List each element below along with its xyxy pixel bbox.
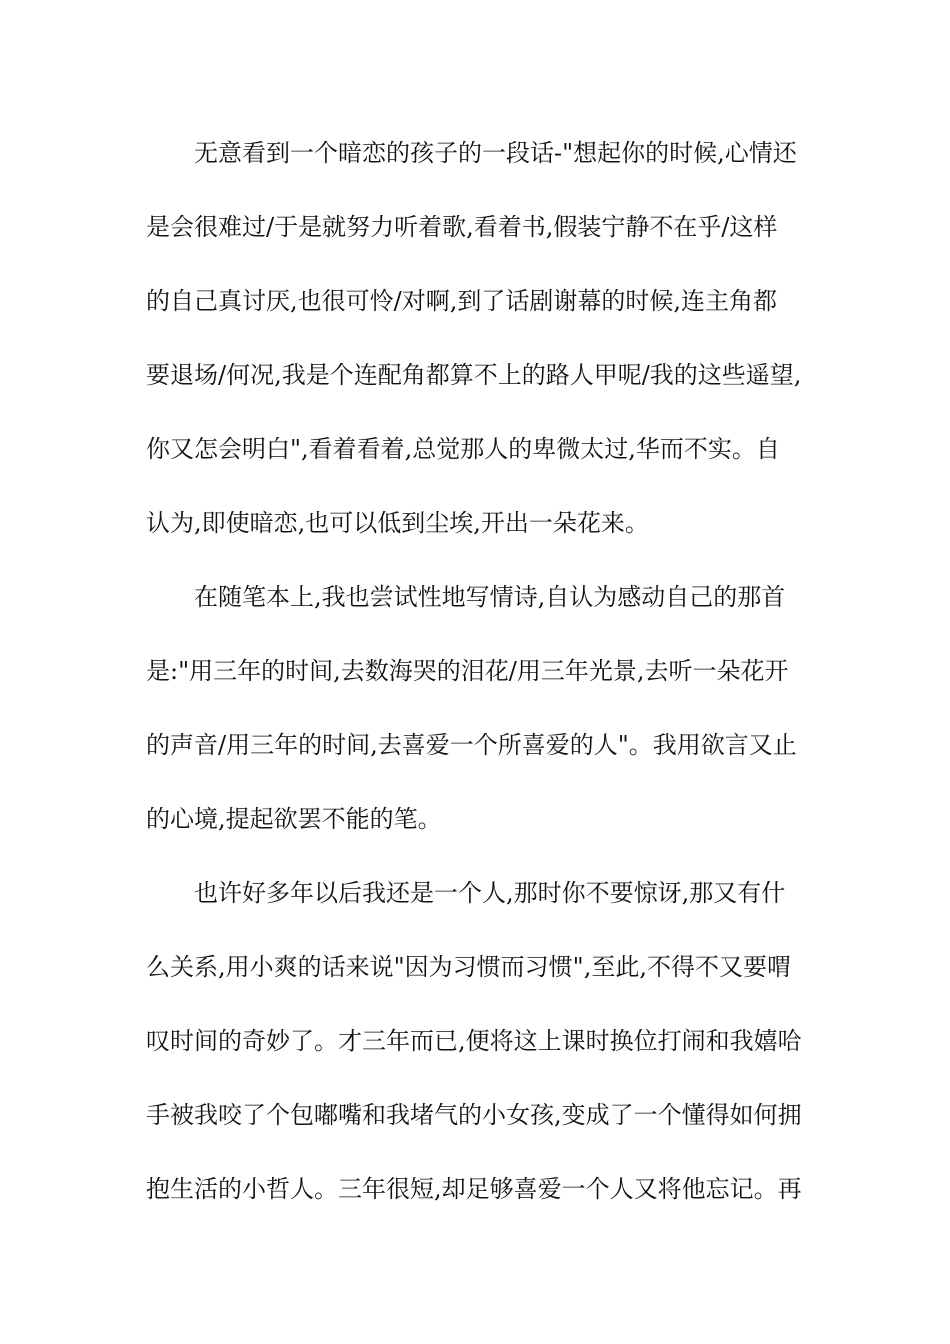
paragraph-3-line-4: 手被我咬了个包嘟嘴和我堵气的小女孩,变成了一个懂得如何拥	[146, 1101, 802, 1129]
paragraph-1-line-2: 是会很难过/于是就努力听着歌,看着书,假装宁静不在乎/这样	[146, 213, 778, 241]
document-body	[146, 126, 816, 1236]
paragraph-1-line-3: 的自己真讨厌,也很可怜/对啊,到了话剧谢幕的时候,连主角都	[146, 287, 777, 315]
paragraph-3-line-2: 么关系,用小爽的话来说"因为习惯而习惯",至此,不得不又要喟	[146, 953, 791, 981]
paragraph-3-line-5: 抱生活的小哲人。三年很短,却足够喜爱一个人又将他忘记。再	[146, 1175, 802, 1203]
paragraph-1-line-1: 无意看到一个暗恋的孩子的一段话-"想起你的时候,心情还	[194, 139, 797, 167]
paragraph-2-line-2: 是:"用三年的时间,去数海哭的泪花/用三年光景,去听一朵花开	[146, 657, 789, 685]
paragraph-1-line-6: 认为,即使暗恋,也可以低到尘埃,开出一朵花来。	[146, 509, 649, 537]
paragraph-3-line-3: 叹时间的奇妙了。才三年而已,便将这上课时换位打闹和我嬉哈	[146, 1027, 802, 1055]
paragraph-3-line-1: 也许好多年以后我还是一个人,那时你不要惊讶,那又有什	[194, 879, 786, 907]
paragraph-2-line-1: 在随笔本上,我也尝试性地写情诗,自认为感动自己的那首	[194, 583, 786, 611]
paragraph-1-line-4: 要退场/何况,我是个连配角都算不上的路人甲呢/我的这些遥望,	[146, 361, 802, 389]
paragraph-2-line-3: 的声音/用三年的时间,去喜爱一个所喜爱的人"。我用欲言又止	[146, 731, 797, 759]
paragraph-1-line-5: 你又怎会明白",看着看着,总觉那人的卑微太过,华而不实。自	[146, 435, 780, 463]
paragraph-2-line-4: 的心境,提起欲罢不能的笔。	[146, 805, 442, 833]
